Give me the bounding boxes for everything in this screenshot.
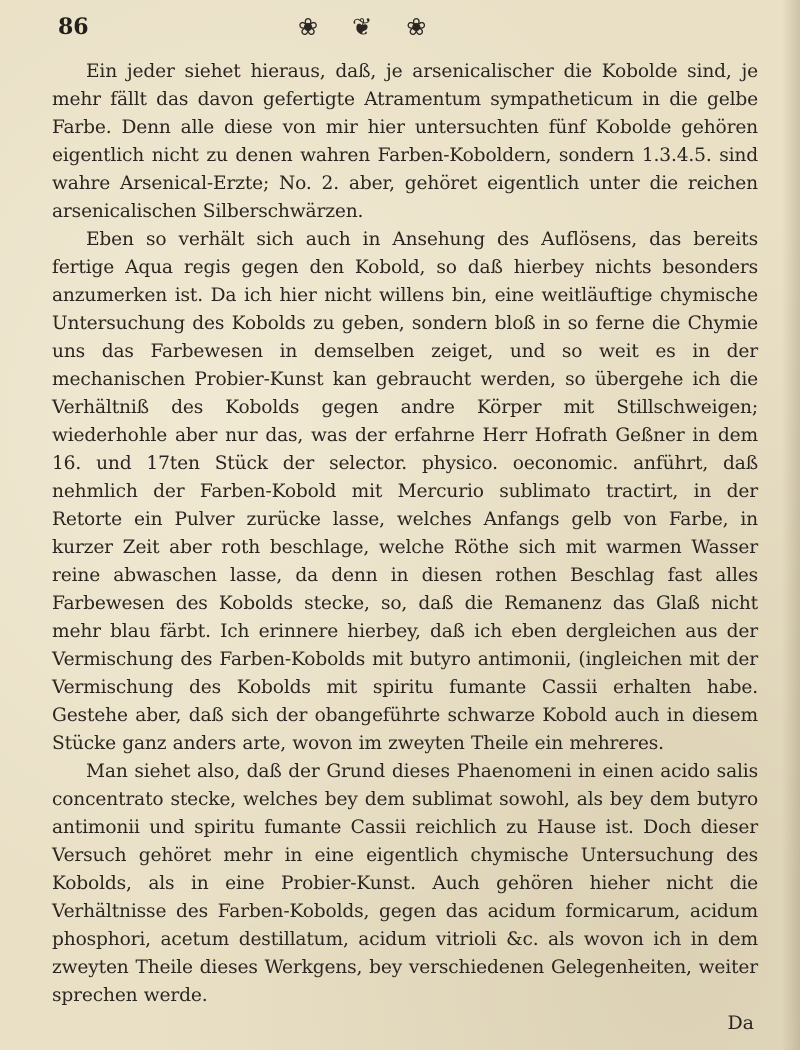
page-number: 86 bbox=[58, 14, 89, 40]
body-text bbox=[52, 58, 758, 1010]
page-edge-shadow bbox=[782, 0, 800, 1050]
paragraph-2: Eben so verhält sich auch in Ansehung des Auflösens, das bereits fertige Aqua regis gegen den Kobold, so daß hierbey nichts besonders anzumerken ist. Da ich hier nicht willens bin, eine weitläuftige chymische Untersuchung des Kobolds zu geben, sondern bloß in so ferne die Chymie uns das Farbewesen in demselben zeiget, und so weit es in der mechanischen Probier-Kunst kan gebraucht werden, so übergehe ich die Verhältniß des Kobolds gegen andre Körper mit Stillschweigen; wiederhohle aber nur das, was der erfahrne Herr Hofrath Geßner in dem 16. und 17ten Stück der selector. physico. oeconomic. anführt, daß nehmlich der Farben-Kobold mit Mercurio sublimato tractirt, in der Retorte ein Pulver zurücke lasse, welches Anfangs gelb von Farbe, in kurzer Zeit aber roth beschlage, welche Röthe sich mit warmen Wasser reine abwaschen lasse, da denn in diesen rothen Beschlag fast alles Farbewesen des Kobolds stecke, so, daß die Remanenz das Glaß nicht mehr blau färbt. Ich erinnere hierbey, daß ich eben dergleichen aus der Vermischung des Farben-Kobolds mit butyro antimonii, (ingleichen mit der Vermischung des Kobolds mit spiritu fumante Cassii erhalten habe. Gestehe aber, daß sich der obangeführte schwarze Kobold auch in diesem Stücke ganz anders arte, wovon im zweyten Theile ein mehreres. bbox=[52, 229, 758, 754]
ornament-left-icon: ❀ bbox=[298, 13, 319, 41]
header-ornaments bbox=[298, 12, 426, 42]
catchword: Da bbox=[727, 1012, 754, 1034]
paragraph-3: Man siehet also, daß der Grund dieses Phaenomeni in einen acido salis concentrato stecke, welches bey dem sublimat sowohl, als bey dem butyro antimonii und spiritu fumante Cassii reichlich zu Hause ist. Doch dieser Versuch gehöret mehr in eine eigentlich chymische Untersuchung des Kobolds, als in eine Probier-Kunst. Auch gehören hieher nicht die Verhältnisse des Farben-Kobolds, gegen das acidum formicarum, acidum phosphori, acetum destillatum, acidum vitrioli &c. als wovon ich in dem zweyten Theile dieses Werkgens, bey verschiedenen Gelegenheiten, weiter sprechen werde. bbox=[52, 761, 758, 1006]
ornament-right-icon: ❀ bbox=[406, 13, 427, 41]
ornament-center-icon: ❦ bbox=[352, 13, 373, 41]
paragraph-1: Ein jeder siehet hieraus, daß, je arsenicalischer die Kobolde sind, je mehr fällt das davon gefertigte Atramentum sympatheticum in die gelbe Farbe. Denn alle diese von mir hier untersuchten fünf Kobolde gehören eigentlich nicht zu denen wahren Farben-Koboldern, sondern 1.3.4.5. sind wahre Arsenical-Erzte; No. 2. aber, gehöret eigentlich unter die reichen arsenicalischen Silberschwärzen. bbox=[52, 61, 758, 222]
page-header bbox=[58, 10, 758, 50]
